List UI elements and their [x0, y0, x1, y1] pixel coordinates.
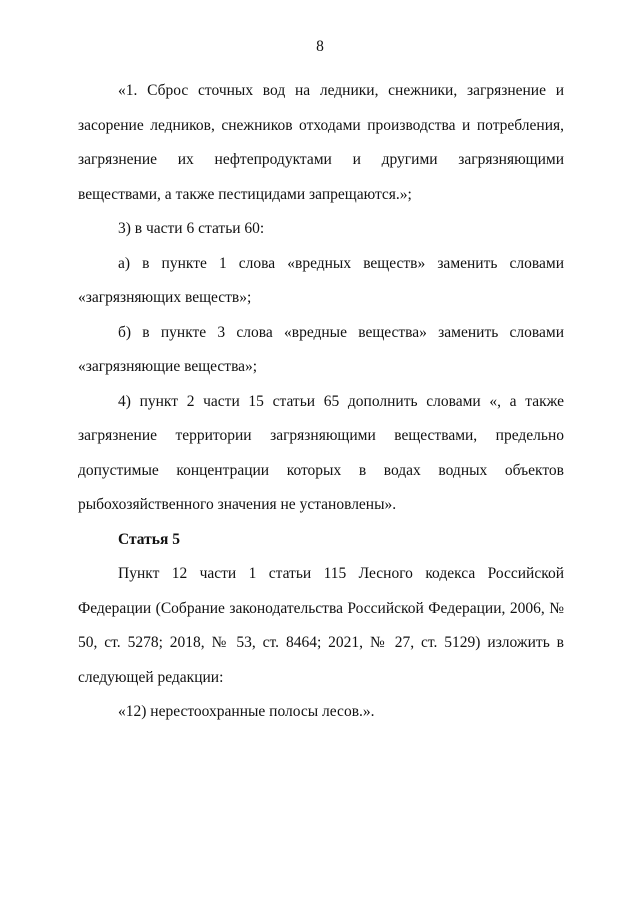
paragraph-water-code-clause-1: «1. Сброс сточных вод на ледники, снежники, загрязнение и засорение ледников, снежников отходами производства и потребления, загрязнение их нефтепродуктами и другими загрязняющими веществами, а также пестицидами запрещаются.»; [78, 82, 564, 203]
document-body [78, 74, 564, 730]
article-5-heading: Статья 5 [118, 530, 180, 548]
paragraph-forest-code-amendment: Пункт 12 части 1 статьи 115 Лесного кодекса Российской Федерации (Собрание законодательства Российской Федерации, 2006, № 50, ст. 5278; 2018, № 53, ст. 8464; 2021, № 27, ст. 5129) изложить в следующей редакции: [78, 565, 564, 686]
paragraph-item-3: 3) в части 6 статьи 60: [118, 220, 265, 237]
page-number: 8 [316, 38, 324, 55]
paragraph-subitem-b: б) в пункте 3 слова «вредные вещества» заменить словами «загрязняющие вещества»; [78, 323, 564, 375]
paragraph-forest-code-clause-12: «12) нерестоохранные полосы лесов.». [118, 703, 375, 720]
paragraph-subitem-a: а) в пункте 1 слова «вредных веществ» заменить словами «загрязняющих веществ»; [78, 254, 564, 306]
paragraph-item-4: 4) пункт 2 части 15 статьи 65 дополнить словами «, а также загрязнение территории загрязняющими веществами, предельно допустимые концентрации которых в водах водных объектов рыбохозяйственного значения не установлены». [78, 392, 564, 513]
